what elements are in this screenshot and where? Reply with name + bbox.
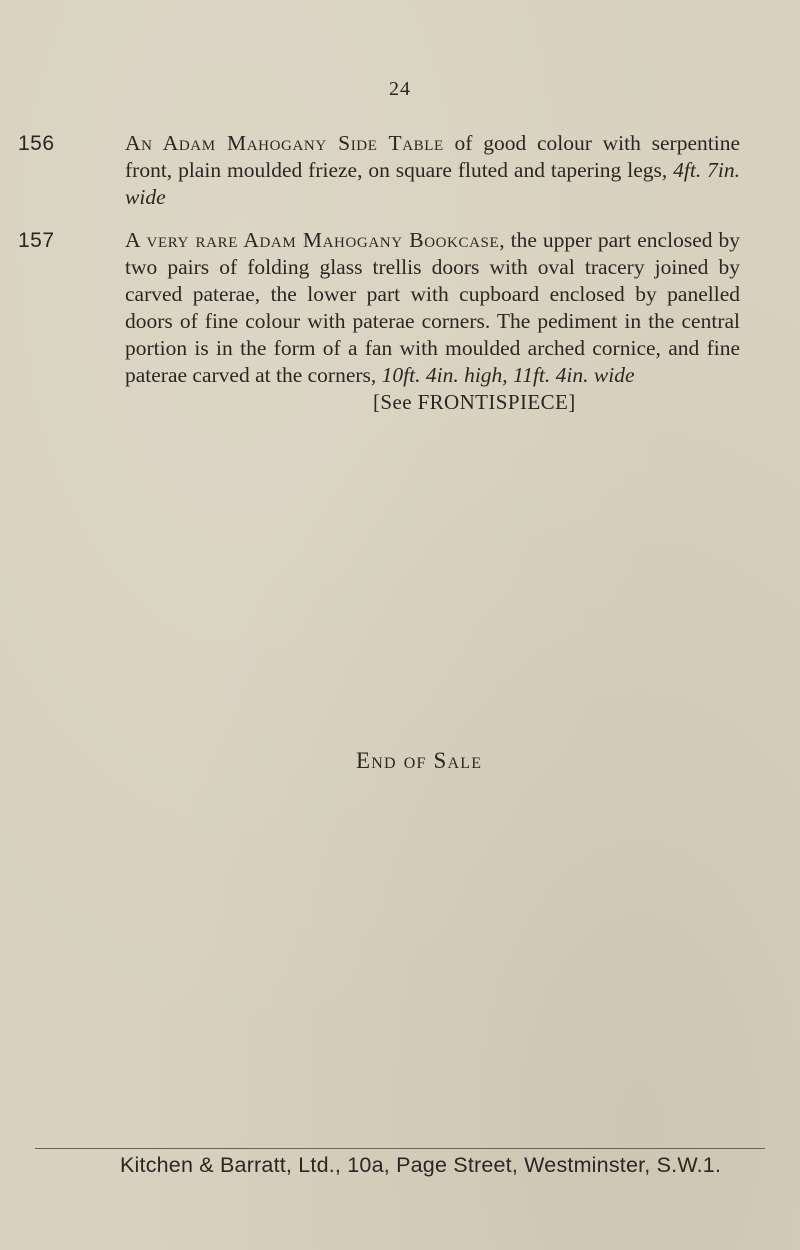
lot-entry xyxy=(18,130,740,211)
lot-text: , the upper part enclosed by two pairs of folding glass trellis doors with oval tracery joined by carved paterae, the lower part with cupboard enclosed by panelled doors of fine colour with paterae corners. The pediment in the central portion is in the form of a fan with moulded arched cornice, and fine paterae carved at the corners, xyxy=(125,228,740,387)
page-number: 24 xyxy=(389,78,411,100)
lot-dimensions: 10ft. 4in. high, 11ft. 4in. wide xyxy=(381,363,635,387)
printer-imprint: Kitchen & Barratt, Ltd., 10a, Page Street, Westminster, S.W.1. xyxy=(120,1153,722,1177)
lot-number: 156 xyxy=(18,132,55,155)
lot-reference: [See FRONTISPIECE] xyxy=(373,390,576,414)
lot-number: 157 xyxy=(18,229,55,252)
lot-entry xyxy=(18,227,740,416)
lot-heading: An Adam Mahogany Side Table xyxy=(125,131,444,155)
footer-divider xyxy=(35,1148,765,1149)
lot-description xyxy=(125,227,740,389)
lot-heading: A very rare Adam Mahogany Bookcase xyxy=(125,228,500,252)
end-of-sale-heading: End of Sale xyxy=(356,748,483,773)
lot-text: of good colour with serpentine front, plain moulded frieze, on square fluted and tapering legs, xyxy=(125,131,740,182)
lot-description xyxy=(125,130,740,211)
lot-dimensions: 4ft. 7in. wide xyxy=(125,158,740,209)
